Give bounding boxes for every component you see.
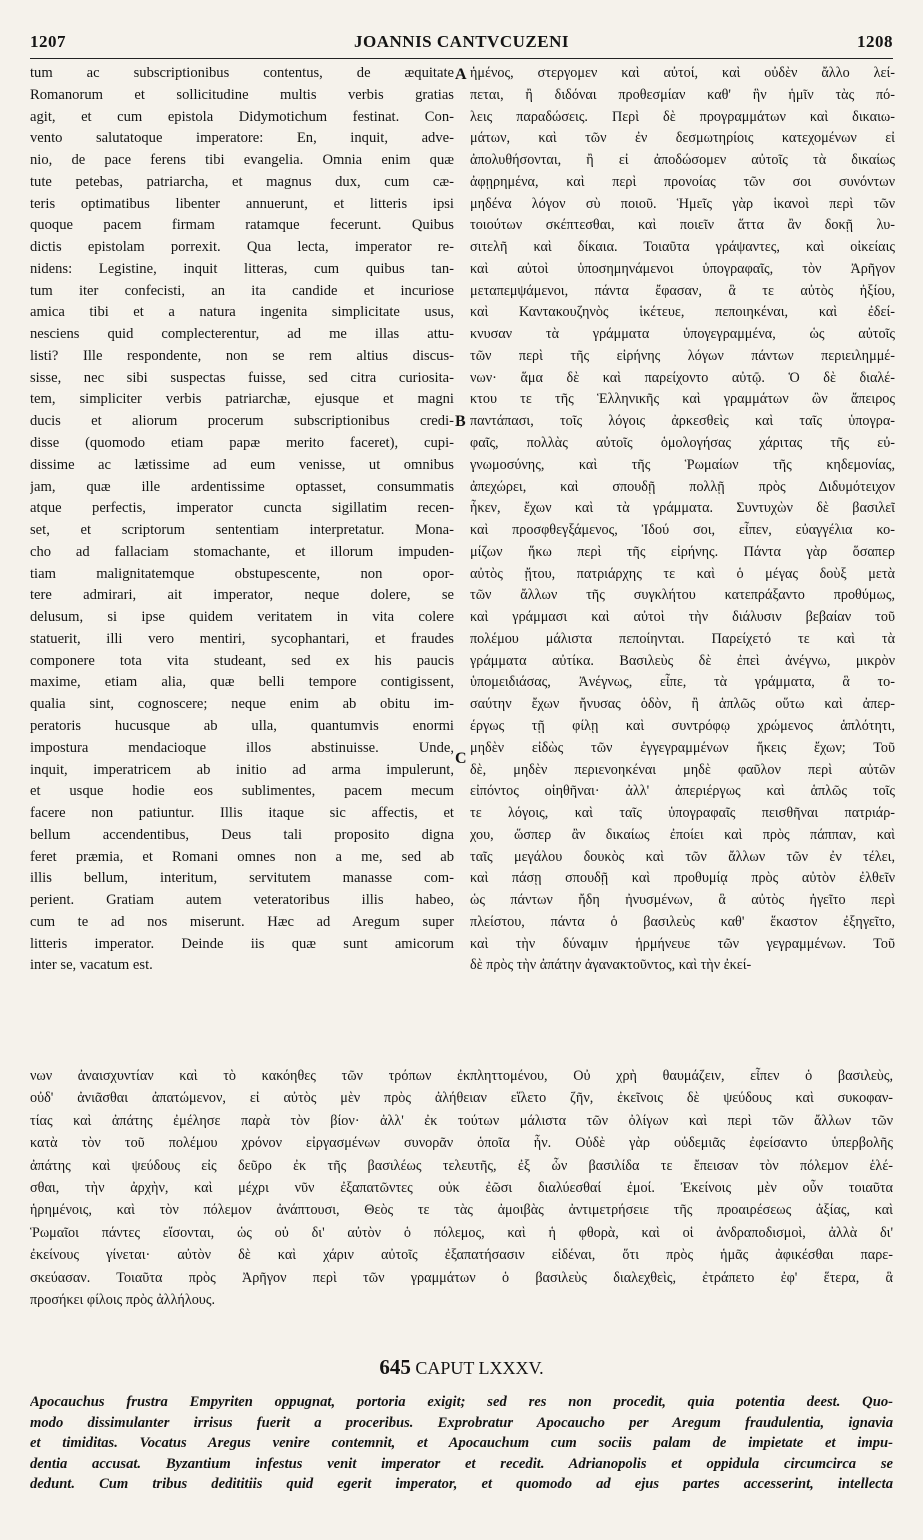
latin-text-line: perient. Gratiam autem veteratoribus illis habeo, xyxy=(30,892,454,909)
latin-text-line: cho ad fallaciam stomachante, et illorum impuden- xyxy=(30,543,454,560)
greek-text-line: καὶ πάσῃ σπουδῇ καὶ προθυμίᾳ πρὸς αὐτὸν ἐλθεῖν xyxy=(470,870,895,887)
greek-text-line: νων ἀναισχυντίαν καὶ τὸ κακόηθες τῶν τρόπων ἐκπληττομένου, Οὐ χρὴ θαυμάζειν, εἶπεν ὁ βασιλεὺς, xyxy=(30,1068,893,1084)
section-marker-b: B xyxy=(455,413,466,430)
greek-text-line: παντάπασι, τοῖς λόγοις ἀρκεσθεὶς καὶ ταῖς ὑπογρα- xyxy=(470,413,895,430)
greek-text-line: τῶν ἄλλων τῆς συγκλήτου κατεπράξαντο προθύμως, xyxy=(470,587,895,604)
latin-text-line: qualia sint, cognoscere; neque enim ab obitu im- xyxy=(30,696,454,713)
greek-text-line: νων· ἅμα δὲ καὶ παρείχοντο αὐτῷ. Ὁ δὲ διαλέ- xyxy=(470,369,895,386)
summary-line: et timiditas. Vocatus Aregus venire contemnit, et Apocauchum cum sociis palam de impietate et impu- xyxy=(30,1435,893,1451)
latin-text-line: maxime, etiam alia, quæ belli tempore contigissent, xyxy=(30,674,454,691)
greek-text-line: σθαι, τὴν ἀρχὴν, καὶ μέχρι νῦν ἐξαπατῶντες οὐκ ἐῶσι διαλύεσθαί ἐμοί. Ἐκείνοις μὲν οὖν τοιαῦτα xyxy=(30,1179,893,1196)
latin-text-line: tem, simpliciter verbis patriarchæ, ejusque et magni xyxy=(30,391,454,408)
latin-text-line: atque perfectis, imperator cuncta sigillatim recen- xyxy=(30,500,454,517)
latin-text-line: nidens: Legistine, inquit litteras, cum quibus tan- xyxy=(30,260,454,277)
greek-text-line: μηδένα λόγον σὺ ποιοῦ. Ἡμεῖς γὰρ ἱκανοὶ περὶ τῶν xyxy=(470,195,895,212)
greek-text-line: ἀφῃρημένα, καὶ περὶ προνοίας τῶν σοι συνόντων xyxy=(470,173,895,190)
greek-text-line: φαῖς, πολλὰς αὐτοῖς ὁμολογήσας χάριτας τῆς εὐ- xyxy=(470,435,895,452)
chapter-page-number: 645 xyxy=(379,1355,411,1379)
greek-text-line: κτου τε τῆς Ἑλληνικῆς καὶ γραμμάτων ὢν ἄπειρος xyxy=(470,391,895,408)
greek-text-line: καὶ Καντακουζηνὸς ἱκέτευε, πεποιηκέναι, καὶ ἐδεί- xyxy=(470,304,895,321)
running-title: JOANNIS CANTVCUZENI xyxy=(354,32,569,51)
latin-text-line: peratoris hucusque ab ulla, quantumvis enormi xyxy=(30,717,454,734)
latin-text-line: delusum, si ipse quidem veritatem in vita colere xyxy=(30,609,454,626)
latin-text-line: dictis epistolam porrexit. Qua lecta, imperator re- xyxy=(30,239,454,256)
greek-text-line: εἰπόντος οἰηθῆναι· ἀλλ' ἀπεριέργως καὶ ἁπλῶς τοῖς xyxy=(470,783,895,800)
greek-text-line: ἀπολυθήσονται, ἢ εἰ ἀποδώσομεν αὐτοῖς τὰ δικαίως xyxy=(470,152,895,169)
full-width-text xyxy=(30,1065,893,1311)
latin-text-line: jam, quæ ille ardentissime optasset, consummatis xyxy=(30,478,454,495)
latin-text-line: nio, de pace ferens tibi evangelia. Omnia enim quæ xyxy=(30,152,454,169)
greek-text-line: ἀπάτης καὶ ψεύδους εἰς δεῦρο ἐκ τῆς βασιλέως τελευτῆς, ἐξ ὧν βασιλίδα τε ἔπεισαν τὸν πόλεμον ἑλέ- xyxy=(30,1157,893,1174)
greek-text-line: πεται, ἢ διδόναι προθεσμίαν καθ' ἣν ἡμῖν τὰς πό- xyxy=(470,86,895,103)
latin-text-line: sisse, nec sibi suspectas fuisse, sed citra curiosita- xyxy=(30,369,454,386)
section-marker-c: C xyxy=(455,750,467,767)
greek-text-line: οὐδ' ἀνιᾶσθαι ἀπατώμενον, εἰ αὐτὸς μὲν πρὸς ἀλήθειαν εἵλετο ζῆν, ἐκεῖνοις δὲ ψεύδους καὶ συκοφαν- xyxy=(30,1090,893,1107)
greek-text-line: τε λόγοις, καὶ ταῖς ὑπογραφαῖς πεισθῆναι πατριάρ- xyxy=(470,805,895,822)
latin-text-line: disse (quomodo etiam papæ merito faceret), cupi- xyxy=(30,435,454,452)
summary-line: dedunt. Cum tribus dedititiis quid egerit imperator, et quomodo ad ejus partes accesserint, intellecta xyxy=(30,1476,893,1492)
latin-text-line: set, et scriptorum sententiam interpretatur. Mona- xyxy=(30,522,454,539)
greek-text-line: κατὰ τὸν τοῦ πολέμου χρόνον εἰργασμένων συνορᾶν ὁποῖα ἦν. Οὐδὲ γὰρ οὐδεμιᾶς ἐφείσαντο ὑπερβολῆς xyxy=(30,1135,893,1152)
latin-text-line: agit, et cum epistola Didymotichum festinat. Con- xyxy=(30,108,454,125)
latin-text-line: vento salutatoque imperatore: En, inquit, adve- xyxy=(30,130,454,147)
page-number-right: 1208 xyxy=(857,32,893,51)
latin-text-line: ducis et aliorum procerum subscriptionibus credi- xyxy=(30,413,454,430)
greek-text-line: πλείστου, πάντα ὁ βασιλεὺς καθ' ἕκαστον ἐξηγεῖτο, xyxy=(470,913,895,930)
page-number-left: 1207 xyxy=(30,32,66,51)
latin-text-line: inquit, imperatricem ab initio ad arma impulerunt, xyxy=(30,761,454,778)
latin-text-line: dissime ac lætissime ad eum venisse, ut omnibus xyxy=(30,456,454,473)
greek-text-line: ἀπεχώρει, καὶ σπουδῇ πολλῇ πρὸς Διδυμότειχον xyxy=(470,478,895,495)
greek-text-line: ὑπομειδιάσας, Ἀνέγνως, εἶπε, τὰ γράμματα, ἃ το- xyxy=(470,674,895,691)
greek-text-line: μίζων ἥκω περὶ τῆς εἰρήνης. Πάντα γὰρ ὅσαπερ xyxy=(470,543,895,560)
greek-text-line: έργως τῇ φίλῃ καὶ συντρόφῳ χρώμενος ἁπλότητι, xyxy=(470,717,895,734)
latin-text-line: listi? Ille respondente, non se rem altius discus- xyxy=(30,347,454,364)
greek-text-line: καὶ γράμμασι καὶ αὐτοὶ τὴν διάλυσιν βεβαίαν τοῦ xyxy=(470,609,895,626)
latin-text-line: tum ac subscriptionibus contentus, de æquitate xyxy=(30,65,454,81)
latin-text-line: feret præmia, et Romani omnes non a me, sed ab xyxy=(30,848,454,865)
greek-text-line: τῶν περὶ τῆς εἰρήνης λόγων πάντων περιειλημμέ- xyxy=(470,347,895,364)
latin-text-line: et usque hodie eos sublimentes, pacem mecum xyxy=(30,783,454,800)
greek-text-line: σιτελῆ καὶ δίκαια. Τοιαῦτα γράψαντες, καὶ οἰκείαις xyxy=(470,239,895,256)
greek-text-line: μεταπεμψάμενοι, πάντα ἔφασαν, ἃ τε αὐτὸς ἠξίου, xyxy=(470,282,895,299)
greek-text-line: καὶ αὐτοὶ ὑποσημηνάμενοι ὑπογραφαῖς, τὸν Ἀρῆγον xyxy=(470,260,895,277)
latin-text-line: inter se, vacatum est. xyxy=(30,957,153,974)
greek-text-line: προσήκει φίλοις πρὸς ἀλλήλους. xyxy=(30,1291,215,1308)
chapter-heading xyxy=(0,1355,923,1380)
greek-text-line: σαύτην ἔχων ἤνυσας ὁδὸν, ἢ ἁπλῶς οὕτω καὶ ἀπερ- xyxy=(470,696,895,713)
greek-text-line: καὶ προσφθεγξάμενος, Ἰδού σοι, εἶπεν, εὐαγγέλια κο- xyxy=(470,522,895,539)
summary-line: dentia accusat. Byzantium infestus venit imperator et recedit. Adrianopolis et oppidula circumcirca se xyxy=(30,1455,893,1472)
greek-text-line: δὲ, μηδὲν περιενοηκέναι μηδὲ φαῦλον περὶ αὐτῶν xyxy=(470,761,895,778)
greek-text-line: Ῥωμαῖοι πάντες εἴσονται, ὡς οὐ δι' αὐτὸν ὁ πόλεμος, καὶ ἡ φθορὰ, καὶ οἱ ἀνδραποδισμοὶ, ἀλλὰ δι' xyxy=(30,1224,893,1241)
greek-column xyxy=(470,63,895,977)
greek-text-line: ἡμένος, στεργομεν καὶ αὐτοί, καὶ οὐδὲν ἄλλο λεί- xyxy=(470,65,895,81)
latin-text-line: tum iter confecisti, an ita candide et incuriose xyxy=(30,282,454,299)
header-rule xyxy=(30,58,893,59)
latin-text-line: componere tota vita studeant, sed ex his paucis xyxy=(30,652,454,669)
greek-text-line: ἡρημένοις, καὶ τὸν πόλεμον ἀνάπτουσι, Θεὸς τε τὰς ἀμοιβὰς ἀντιμετρήσειε τῆς προαιρέσεως ἀξίας, καὶ xyxy=(30,1202,893,1219)
latin-text-line: facere non patiuntur. Illis itaque sic affectis, et xyxy=(30,805,454,822)
greek-text-line: γράμματα αὐτίκα. Βασιλεὺς δὲ ἐπεὶ ἀνέγνω, μικρὸν xyxy=(470,652,895,669)
latin-column xyxy=(30,63,454,977)
latin-text-line: Romanorum et sollicitudine multis verbis gratias xyxy=(30,86,454,103)
greek-text-line: μάτων, καὶ τῶν ἐν δεσμωτηρίοις κατεχομένων εἰ xyxy=(470,130,895,147)
greek-text-line: λεις παραδώσεις. Περὶ δὲ προγραμμάτων καὶ δικαιω- xyxy=(470,108,895,125)
greek-text-line: ἧκεν, ἔχων καὶ τὰ γράμματα. Συντυχὼν δὲ βασιλεῖ xyxy=(470,500,895,517)
latin-text-line: cum te ad nos miserunt. Hæc ad Aregum super xyxy=(30,913,454,930)
greek-text-line: αὐτὸς ᾔτου, πατριάρχης τε καὶ ὁ μέγας δοὺξ μετὰ xyxy=(470,565,895,582)
latin-text-line: bellum accendentibus, Deus tali proposito digna xyxy=(30,826,454,843)
greek-text-line: πολέμου μάλιστα πεποίηνται. Παρείχετό τε καὶ τὰ xyxy=(470,630,895,647)
latin-text-line: teris optimatibus libenter annuerunt, et litteris ipsi xyxy=(30,195,454,212)
greek-text-line: γνωμοσύνης, καὶ τῆς Ῥωμαίων τῆς κηδεμονίας, xyxy=(470,456,895,473)
chapter-summary xyxy=(30,1392,893,1495)
latin-text-line: tute petebas, patriarcha, et magnus dux, cum cæ- xyxy=(30,173,454,190)
summary-line: modo dissimulanter irrisus fuerit a proceribus. Exprobratur Apocaucho per Aregum fraudulentia, ignavia xyxy=(30,1414,893,1431)
greek-text-line: ὡς πάντων ἤδη ἠνυσμένων, ἃ αὐτὸς ἠγεῖτο περὶ xyxy=(470,892,895,909)
greek-text-line: σκεύασαν. Τοιαῦτα πρὸς Ἀρῆγον περὶ τῶν γραμμάτων ὁ βασιλεὺς διαλεχθεὶς, ἐτράπετο ἐφ' ἕτερα, ἃ xyxy=(30,1269,893,1286)
greek-text-line: ἐκείνους γίνεται· αὐτὸν δὲ καὶ χάριν αὐτοῖς ἐξαπατήσασιν εἰδέναι, ὅτι πρὸς ἡμᾶς ἀφικέσθαι παρε- xyxy=(30,1247,893,1264)
greek-text-line: χου, ὥσπερ ἂν δικαίως ἐποίει καὶ πρὸς πάππαν, καὶ xyxy=(470,826,895,843)
latin-text-line: tiam malignitatemque obstupescente, non opor- xyxy=(30,565,454,582)
latin-text-line: nesciens quid complecterentur, ad me illas attu- xyxy=(30,326,454,343)
running-header xyxy=(30,32,893,58)
greek-text-line: ταῖς μεγάλου δουκὸς καὶ τῶν ἄλλων τῶν ἐν τέλει, xyxy=(470,848,895,865)
latin-text-line: illis bellum, interitum, servitutem manasse com- xyxy=(30,870,454,887)
chapter-title: CAPUT LXXXV. xyxy=(415,1358,544,1378)
latin-text-line: litteris imperator. Deinde iis quæ sunt amicorum xyxy=(30,935,454,952)
greek-text-line: μηδὲν εἰδὼς τῶν ἐγγεγραμμένων ἥκεις ἔχων; Τοῦ xyxy=(470,739,895,756)
latin-text-line: statuerit, illi vero mentiri, sycophantari, et fraudes xyxy=(30,630,454,647)
greek-text-line: τίας καὶ ἀπάτης ἐμέλησε παρὰ τὸν βίον· ἀλλ' ἐκ τούτων μάλιστα τῶν ὀλίγων καὶ περὶ τῶν ἄλλων τῶν xyxy=(30,1112,893,1129)
latin-text-line: impostura mendacioque illos abstinuisse. Unde, xyxy=(30,739,454,756)
greek-text-line: τοιούτων σκέπτεσθαι, καὶ ποιεῖν ἅττα ἂν δοκῇ λυ- xyxy=(470,217,895,234)
greek-text-line: δὲ πρὸς τὴν ἀπάτην ἀγανακτοῦντος, καὶ τὴν ἐκεί- xyxy=(470,957,752,974)
latin-text-line: tere admirari, ait imperator, neque dolere, se xyxy=(30,587,454,604)
greek-text-line: κνυσαν τὰ γράμματα ὑπογεγραμμένα, ὡς αὐτοῖς xyxy=(470,326,895,343)
latin-text-line: quoque pacem firmam ratamque fecerunt. Quibus xyxy=(30,217,454,234)
summary-line: Apocauchus frustra Empyriten oppugnat, portoria exigit; sed res non procedit, quia potentia deest. Quo- xyxy=(30,1394,893,1410)
greek-text-line: καὶ τὴν δύναμιν ἡρμήνευε τῶν γεγραμμένων. Τοῦ xyxy=(470,935,895,952)
section-marker-a: A xyxy=(455,66,467,83)
latin-text-line: amica tibi et a natura ingenita simplicitate usus, xyxy=(30,304,454,321)
